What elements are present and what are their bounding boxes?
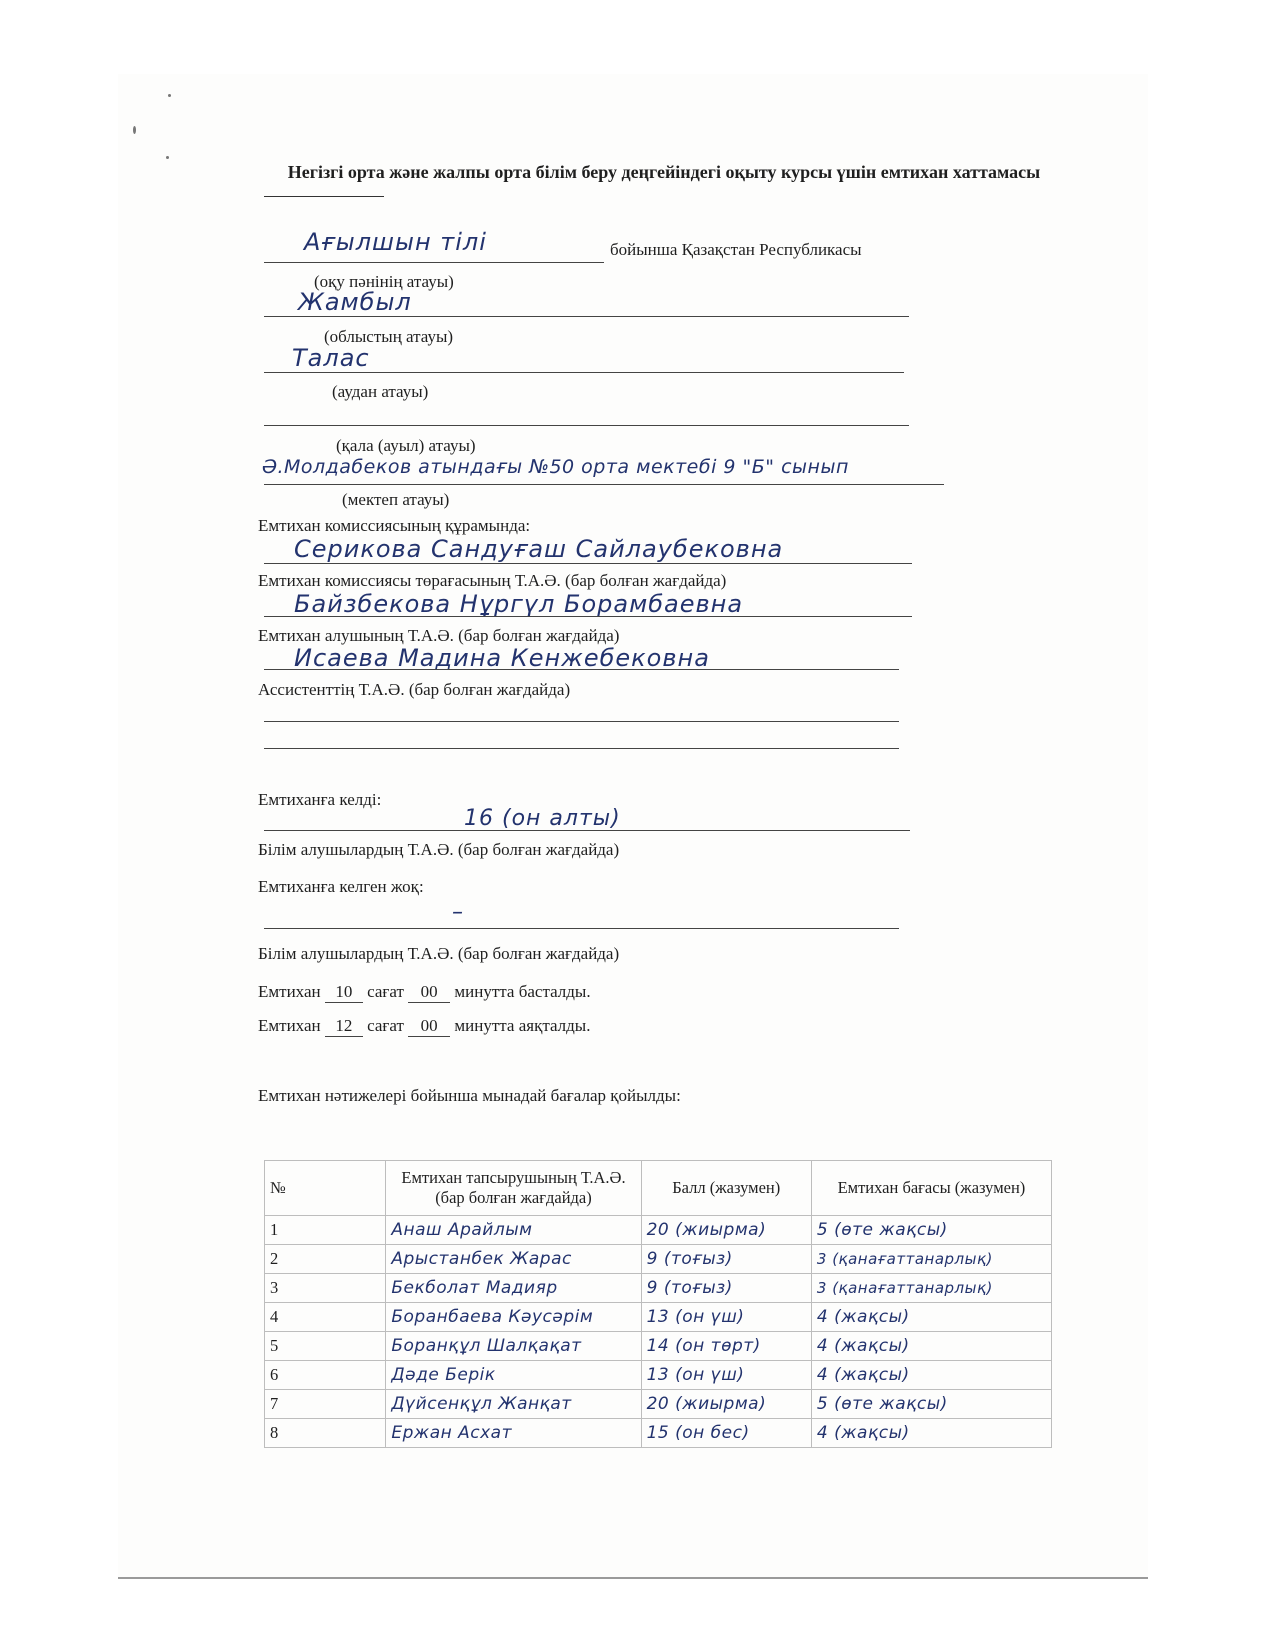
student-score: 20 (жиырма)	[646, 1394, 767, 1414]
subject-suffix: бойынша Қазақстан Республикасы	[610, 240, 862, 259]
scan-speck	[166, 156, 169, 159]
table-row	[265, 1216, 1052, 1245]
title-underline	[264, 196, 384, 197]
district-line	[264, 372, 904, 373]
district-label: (аудан атауы)	[332, 382, 429, 401]
student-grade: 3 (қанағаттанарлық)	[816, 1279, 993, 1297]
absent-label: Білім алушылардың Т.А.Ә. (бар болған жағдайда)	[258, 944, 620, 963]
student-score: 15 (он бес)	[646, 1423, 750, 1443]
row-number: 3	[265, 1274, 386, 1303]
region-label: (облыстың атауы)	[324, 327, 454, 346]
col-score: Балл (жазумен)	[641, 1161, 811, 1216]
examiner-handwriting: Байзбекова Нұргүл Борамбаевна	[294, 590, 744, 618]
city-label: (қала (ауыл) атауы)	[336, 436, 476, 455]
results-heading: Емтихан нәтижелері бойынша мынадай бағалар қойылды:	[258, 1086, 681, 1105]
end-prefix: Емтихан	[258, 1016, 321, 1035]
region-line	[264, 316, 909, 317]
student-grade: 5 (өте жақсы)	[816, 1220, 948, 1240]
results-table	[264, 1160, 1052, 1448]
absent-heading: Емтиханға келген жоқ:	[258, 877, 424, 896]
attended-line	[264, 830, 910, 831]
student-grade: 5 (өте жақсы)	[816, 1394, 948, 1414]
end-hour-unit: сағат	[367, 1016, 404, 1035]
student-score: 20 (жиырма)	[646, 1220, 767, 1240]
student-name: Бекболат Мадияр	[391, 1278, 558, 1298]
school-handwriting: Ә.Молдабеков атындағы №50 орта мектебі 9 "Б" сынып	[262, 456, 849, 478]
chair-line	[264, 563, 912, 564]
student-name: Боранбаева Кәусәрім	[391, 1307, 594, 1327]
start-time-row	[258, 982, 591, 1003]
assistant-line	[264, 669, 899, 670]
assistant-label: Ассистенттің Т.А.Ә. (бар болған жағдайда)	[258, 680, 571, 699]
end-time-row	[258, 1016, 590, 1037]
student-score: 14 (он төрт)	[646, 1336, 761, 1356]
city-line	[264, 425, 909, 426]
row-number: 7	[265, 1390, 386, 1419]
row-number: 4	[265, 1303, 386, 1332]
scan-mark	[133, 126, 136, 134]
results-header-row	[265, 1161, 1052, 1216]
table-row	[265, 1245, 1052, 1274]
student-name: Анаш Арайлым	[391, 1220, 533, 1240]
student-grade: 4 (жақсы)	[816, 1336, 910, 1356]
row-number: 5	[265, 1332, 386, 1361]
school-line	[264, 484, 944, 485]
commission-heading: Емтихан комиссиясының құрамында:	[258, 516, 531, 535]
row-number: 6	[265, 1361, 386, 1390]
student-score: 13 (он үш)	[646, 1365, 745, 1385]
row-number: 8	[265, 1419, 386, 1448]
district-handwriting: Талас	[292, 344, 370, 372]
absent-handwriting: –	[452, 900, 464, 925]
table-row	[265, 1303, 1052, 1332]
student-score: 9 (тоғыз)	[646, 1278, 733, 1298]
start-minute: 00	[408, 982, 450, 1003]
region-handwriting: Жамбыл	[298, 288, 412, 316]
table-row	[265, 1390, 1052, 1419]
attended-heading: Емтиханға келді:	[258, 790, 382, 809]
absent-line	[264, 928, 899, 929]
end-hour: 12	[325, 1016, 363, 1037]
col-number: №	[265, 1161, 386, 1216]
attended-handwriting: 16 (он алты)	[464, 806, 621, 831]
subject-line	[264, 262, 604, 263]
start-prefix: Емтихан	[258, 982, 321, 1001]
subject-label: (оқу пәнінің атауы)	[314, 272, 454, 291]
table-row	[265, 1332, 1052, 1361]
examiner-label: Емтихан алушының Т.А.Ә. (бар болған жағдайда)	[258, 626, 620, 645]
attended-label: Білім алушылардың Т.А.Ә. (бар болған жағдайда)	[258, 840, 620, 859]
start-hour: 10	[325, 982, 363, 1003]
subject-handwriting: Ағылшын тілі	[304, 228, 487, 256]
row-number: 2	[265, 1245, 386, 1274]
student-name: Боранқұл Шалқақат	[391, 1336, 582, 1356]
student-grade: 4 (жақсы)	[816, 1365, 910, 1385]
blank-line	[264, 748, 899, 749]
table-row	[265, 1274, 1052, 1303]
student-name: Арыстанбек Жарас	[391, 1249, 572, 1269]
exam-protocol-document	[258, 0, 1064, 1650]
chair-label: Емтихан комиссиясы төрағасының Т.А.Ә. (бар болған жағдайда)	[258, 571, 727, 590]
start-hour-unit: сағат	[367, 982, 404, 1001]
school-label: (мектеп атауы)	[342, 490, 450, 509]
end-minute: 00	[408, 1016, 450, 1037]
end-suffix: минутта аяқталды.	[454, 1016, 591, 1035]
chair-handwriting: Серикова Сандуғаш Сайлаубековна	[294, 535, 784, 563]
student-grade: 3 (қанағаттанарлық)	[816, 1250, 993, 1268]
student-score: 13 (он үш)	[646, 1307, 745, 1327]
student-score: 9 (тоғыз)	[646, 1249, 733, 1269]
student-name: Дәде Берік	[391, 1365, 496, 1385]
student-grade: 4 (жақсы)	[816, 1423, 910, 1443]
document-title: Негізгі орта және жалпы орта білім беру деңгейіндегі оқыту курсы үшін емтихан хаттамасы	[287, 162, 1041, 182]
col-student-name: Емтихан тапсырушының Т.А.Ә. (бар болған жағдайда)	[386, 1161, 641, 1216]
table-row	[265, 1419, 1052, 1448]
col-grade: Емтихан бағасы (жазумен)	[811, 1161, 1051, 1216]
table-row	[265, 1361, 1052, 1390]
start-suffix: минутта басталды.	[454, 982, 591, 1001]
blank-line	[264, 721, 899, 722]
assistant-handwriting: Исаева Мадина Кенжебековна	[294, 644, 710, 672]
student-grade: 4 (жақсы)	[816, 1307, 910, 1327]
student-name: Дүйсенқұл Жанқат	[391, 1394, 572, 1414]
student-name: Ержан Асхат	[391, 1423, 512, 1443]
examiner-line	[264, 616, 912, 617]
scan-speck	[168, 94, 171, 97]
row-number: 1	[265, 1216, 386, 1245]
